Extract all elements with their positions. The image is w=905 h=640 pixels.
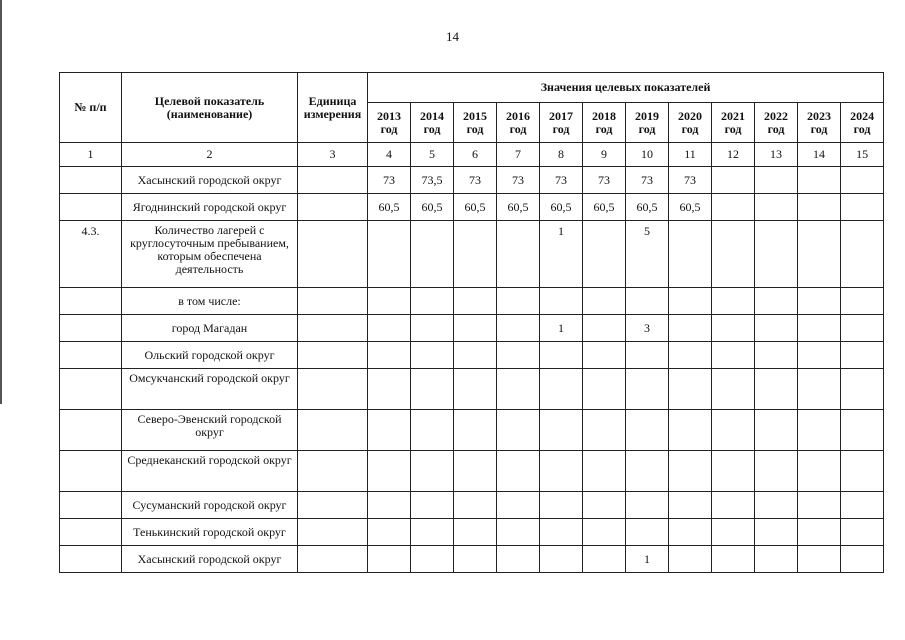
row-value bbox=[411, 546, 454, 573]
header-year: 2016 год bbox=[497, 103, 540, 143]
header-year: 2014 год bbox=[411, 103, 454, 143]
row-value bbox=[540, 519, 583, 546]
row-value bbox=[798, 194, 841, 221]
row-unit bbox=[298, 519, 368, 546]
row-value bbox=[411, 369, 454, 410]
row-name: Ольский городской округ bbox=[122, 342, 298, 369]
header-group-title: Значения целевых показателей bbox=[368, 73, 884, 103]
row-value: 1 bbox=[540, 315, 583, 342]
row-value bbox=[583, 369, 626, 410]
column-number: 10 bbox=[626, 143, 669, 167]
row-value bbox=[583, 410, 626, 451]
row-value: 73 bbox=[669, 167, 712, 194]
row-value bbox=[841, 519, 884, 546]
row-value bbox=[368, 410, 411, 451]
row-value bbox=[583, 315, 626, 342]
row-value bbox=[798, 519, 841, 546]
row-value bbox=[712, 492, 755, 519]
row-value bbox=[798, 369, 841, 410]
row-value bbox=[669, 288, 712, 315]
row-value bbox=[454, 369, 497, 410]
row-value bbox=[497, 315, 540, 342]
row-value bbox=[841, 315, 884, 342]
row-value: 60,5 bbox=[454, 194, 497, 221]
row-value: 73 bbox=[454, 167, 497, 194]
row-value bbox=[454, 315, 497, 342]
row-name: Тенькинский городской округ bbox=[122, 519, 298, 546]
row-value bbox=[712, 342, 755, 369]
row-name: Хасынский городской округ bbox=[122, 546, 298, 573]
table-row bbox=[60, 221, 884, 288]
row-value: 73,5 bbox=[411, 167, 454, 194]
header-year: 2015 год bbox=[454, 103, 497, 143]
row-value bbox=[798, 167, 841, 194]
row-value: 1 bbox=[540, 221, 583, 288]
table-header bbox=[60, 73, 884, 167]
row-value: 73 bbox=[626, 167, 669, 194]
row-value bbox=[841, 410, 884, 451]
row-value bbox=[712, 221, 755, 288]
row-value bbox=[368, 492, 411, 519]
row-value bbox=[583, 288, 626, 315]
table-row bbox=[60, 342, 884, 369]
header-unit: Единица измерения bbox=[298, 73, 368, 143]
table-row bbox=[60, 410, 884, 451]
row-value bbox=[454, 342, 497, 369]
row-unit bbox=[298, 194, 368, 221]
row-value bbox=[540, 410, 583, 451]
row-name: в том числе: bbox=[122, 288, 298, 315]
row-value bbox=[540, 451, 583, 492]
row-value: 60,5 bbox=[540, 194, 583, 221]
row-value bbox=[497, 342, 540, 369]
row-value bbox=[841, 369, 884, 410]
row-value bbox=[841, 546, 884, 573]
column-number: 13 bbox=[755, 143, 798, 167]
row-name: Сусуманский городской округ bbox=[122, 492, 298, 519]
column-number: 5 bbox=[411, 143, 454, 167]
row-unit bbox=[298, 451, 368, 492]
row-name: Среднеканский городской округ bbox=[122, 451, 298, 492]
row-number: 4.3. bbox=[60, 221, 122, 288]
column-number: 12 bbox=[712, 143, 755, 167]
column-numbers-row bbox=[60, 143, 884, 167]
row-value bbox=[798, 492, 841, 519]
row-value bbox=[368, 221, 411, 288]
row-unit bbox=[298, 315, 368, 342]
table-row bbox=[60, 451, 884, 492]
row-value bbox=[841, 492, 884, 519]
row-number bbox=[60, 410, 122, 451]
row-value bbox=[454, 546, 497, 573]
row-value bbox=[755, 492, 798, 519]
row-value bbox=[755, 167, 798, 194]
row-value bbox=[755, 315, 798, 342]
row-unit bbox=[298, 221, 368, 288]
header-number: № п/п bbox=[60, 73, 122, 143]
row-number bbox=[60, 194, 122, 221]
row-value bbox=[411, 451, 454, 492]
row-name: Количество лагерей с круглосуточным пребыванием, которым обеспечена деятельность bbox=[122, 221, 298, 288]
row-unit bbox=[298, 288, 368, 315]
row-value bbox=[497, 546, 540, 573]
table-row bbox=[60, 369, 884, 410]
column-number: 1 bbox=[60, 143, 122, 167]
table-row bbox=[60, 492, 884, 519]
row-name: город Магадан bbox=[122, 315, 298, 342]
table-row bbox=[60, 288, 884, 315]
row-value bbox=[411, 410, 454, 451]
row-number bbox=[60, 167, 122, 194]
row-value bbox=[626, 369, 669, 410]
row-value bbox=[411, 288, 454, 315]
column-number: 2 bbox=[122, 143, 298, 167]
row-value bbox=[497, 221, 540, 288]
column-number: 9 bbox=[583, 143, 626, 167]
row-value: 5 bbox=[626, 221, 669, 288]
row-value: 60,5 bbox=[669, 194, 712, 221]
row-value bbox=[626, 410, 669, 451]
row-value bbox=[497, 410, 540, 451]
row-value: 3 bbox=[626, 315, 669, 342]
row-value bbox=[411, 492, 454, 519]
header-name: Целевой показатель (наименование) bbox=[122, 73, 298, 143]
row-value bbox=[626, 342, 669, 369]
row-value: 73 bbox=[368, 167, 411, 194]
row-value bbox=[841, 221, 884, 288]
page-number: 14 bbox=[446, 29, 459, 44]
row-value bbox=[669, 546, 712, 573]
row-value: 60,5 bbox=[583, 194, 626, 221]
row-value bbox=[583, 546, 626, 573]
row-value bbox=[497, 288, 540, 315]
row-value bbox=[411, 519, 454, 546]
row-number bbox=[60, 492, 122, 519]
row-value bbox=[798, 315, 841, 342]
row-unit bbox=[298, 167, 368, 194]
row-value bbox=[454, 288, 497, 315]
row-value bbox=[669, 369, 712, 410]
target-indicators-table bbox=[59, 72, 884, 573]
row-value bbox=[368, 451, 411, 492]
column-number: 11 bbox=[669, 143, 712, 167]
row-value bbox=[755, 194, 798, 221]
row-value bbox=[626, 519, 669, 546]
row-value bbox=[712, 410, 755, 451]
row-value bbox=[669, 492, 712, 519]
row-value bbox=[454, 492, 497, 519]
row-value bbox=[798, 221, 841, 288]
row-value bbox=[583, 221, 626, 288]
row-value bbox=[755, 288, 798, 315]
table-row bbox=[60, 315, 884, 342]
row-number bbox=[60, 369, 122, 410]
row-value bbox=[669, 519, 712, 546]
row-number bbox=[60, 519, 122, 546]
row-value bbox=[755, 410, 798, 451]
row-value bbox=[755, 221, 798, 288]
row-value bbox=[497, 369, 540, 410]
header-year: 2022 год bbox=[755, 103, 798, 143]
row-value: 73 bbox=[540, 167, 583, 194]
header-year: 2023 год bbox=[798, 103, 841, 143]
row-value bbox=[368, 519, 411, 546]
row-value bbox=[540, 369, 583, 410]
row-value bbox=[841, 342, 884, 369]
row-value bbox=[755, 546, 798, 573]
row-value bbox=[497, 519, 540, 546]
row-value bbox=[712, 167, 755, 194]
row-name: Хасынский городской округ bbox=[122, 167, 298, 194]
column-number: 6 bbox=[454, 143, 497, 167]
row-number bbox=[60, 315, 122, 342]
row-value bbox=[411, 315, 454, 342]
row-value bbox=[841, 288, 884, 315]
row-value bbox=[583, 519, 626, 546]
row-unit bbox=[298, 492, 368, 519]
column-number: 8 bbox=[540, 143, 583, 167]
row-number bbox=[60, 342, 122, 369]
row-value bbox=[712, 546, 755, 573]
table-body bbox=[60, 167, 884, 573]
row-value bbox=[540, 546, 583, 573]
row-value bbox=[798, 546, 841, 573]
row-value bbox=[798, 410, 841, 451]
table-row bbox=[60, 519, 884, 546]
row-number bbox=[60, 451, 122, 492]
row-value bbox=[540, 288, 583, 315]
row-value bbox=[755, 519, 798, 546]
row-unit bbox=[298, 369, 368, 410]
column-number: 15 bbox=[841, 143, 884, 167]
row-value bbox=[841, 167, 884, 194]
row-value bbox=[798, 451, 841, 492]
row-value bbox=[669, 410, 712, 451]
row-value: 73 bbox=[583, 167, 626, 194]
column-number: 7 bbox=[497, 143, 540, 167]
table-row bbox=[60, 546, 884, 573]
row-value: 60,5 bbox=[497, 194, 540, 221]
row-unit bbox=[298, 342, 368, 369]
row-value bbox=[669, 451, 712, 492]
header-year: 2020 год bbox=[669, 103, 712, 143]
row-value bbox=[368, 342, 411, 369]
row-value: 60,5 bbox=[368, 194, 411, 221]
row-value bbox=[755, 451, 798, 492]
row-value bbox=[497, 492, 540, 519]
row-number bbox=[60, 546, 122, 573]
row-value bbox=[712, 451, 755, 492]
row-value bbox=[669, 315, 712, 342]
row-value bbox=[540, 342, 583, 369]
row-value bbox=[497, 451, 540, 492]
row-value bbox=[626, 492, 669, 519]
header-year: 2013 год bbox=[368, 103, 411, 143]
column-number: 4 bbox=[368, 143, 411, 167]
row-value bbox=[368, 546, 411, 573]
header-year: 2024 год bbox=[841, 103, 884, 143]
row-value bbox=[798, 342, 841, 369]
row-value bbox=[454, 221, 497, 288]
header-year: 2021 год bbox=[712, 103, 755, 143]
row-unit bbox=[298, 410, 368, 451]
row-value bbox=[841, 451, 884, 492]
row-value bbox=[755, 342, 798, 369]
row-value bbox=[583, 492, 626, 519]
row-value bbox=[411, 342, 454, 369]
row-value bbox=[712, 288, 755, 315]
row-value bbox=[626, 451, 669, 492]
row-value bbox=[626, 288, 669, 315]
row-value bbox=[540, 492, 583, 519]
row-value bbox=[712, 315, 755, 342]
column-number: 14 bbox=[798, 143, 841, 167]
row-unit bbox=[298, 546, 368, 573]
row-value bbox=[669, 342, 712, 369]
row-number bbox=[60, 288, 122, 315]
row-value: 1 bbox=[626, 546, 669, 573]
row-name: Северо-Эвенский городской округ bbox=[122, 410, 298, 451]
row-value: 60,5 bbox=[626, 194, 669, 221]
row-value bbox=[454, 519, 497, 546]
row-value bbox=[583, 451, 626, 492]
table-row bbox=[60, 167, 884, 194]
header-year: 2017 год bbox=[540, 103, 583, 143]
row-value bbox=[368, 369, 411, 410]
row-value bbox=[454, 451, 497, 492]
row-name: Ягоднинский городской округ bbox=[122, 194, 298, 221]
row-name: Омсукчанский городской округ bbox=[122, 369, 298, 410]
row-value: 73 bbox=[497, 167, 540, 194]
row-value bbox=[712, 369, 755, 410]
row-value bbox=[454, 410, 497, 451]
row-value bbox=[712, 194, 755, 221]
scan-edge-line bbox=[0, 0, 2, 404]
row-value bbox=[583, 342, 626, 369]
header-year: 2019 год bbox=[626, 103, 669, 143]
row-value: 60,5 bbox=[411, 194, 454, 221]
row-value bbox=[755, 369, 798, 410]
row-value bbox=[411, 221, 454, 288]
row-value bbox=[368, 315, 411, 342]
row-value bbox=[798, 288, 841, 315]
header-year: 2018 год bbox=[583, 103, 626, 143]
row-value bbox=[368, 288, 411, 315]
row-value bbox=[841, 194, 884, 221]
row-value bbox=[712, 519, 755, 546]
row-value bbox=[669, 221, 712, 288]
column-number: 3 bbox=[298, 143, 368, 167]
table-row bbox=[60, 194, 884, 221]
